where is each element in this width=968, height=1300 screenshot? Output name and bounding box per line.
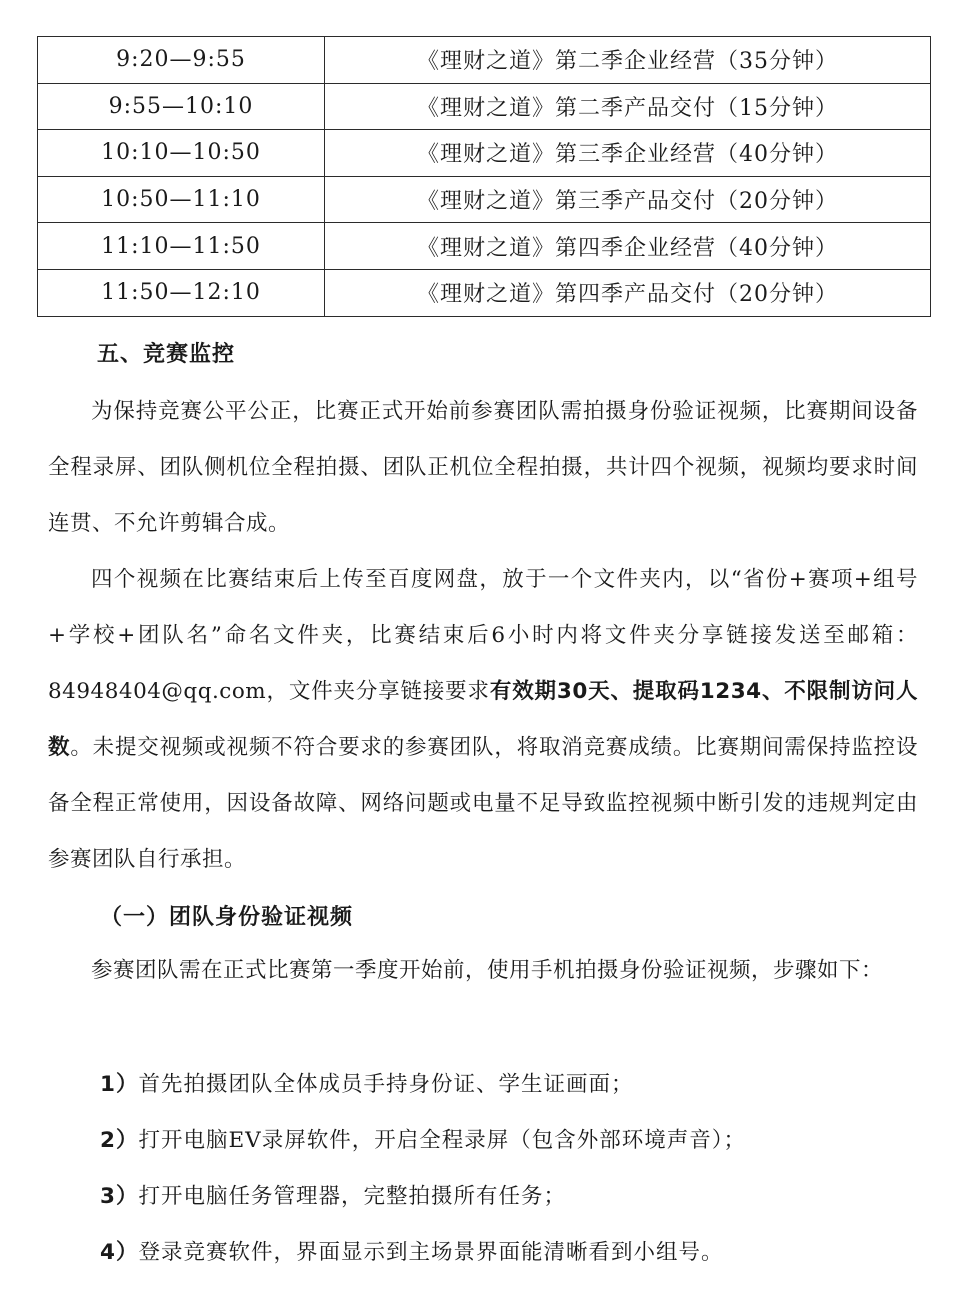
link-requirements: 有效期30天、提取码1234、不限制访问人数 bbox=[48, 679, 918, 760]
step-text: 首先拍摄团队全体成员手持身份证、学生证画面； bbox=[138, 1072, 634, 1097]
time-cell: 11:50—12:10 bbox=[38, 269, 325, 316]
activity-cell: 《理财之道》第四季企业经营（40分钟） bbox=[325, 223, 931, 270]
list-item bbox=[100, 1235, 723, 1266]
table-row bbox=[38, 176, 931, 223]
step-number: 2） bbox=[100, 1128, 139, 1153]
list-item bbox=[100, 1179, 566, 1210]
step-text: 登录竞赛软件，界面显示到主场景界面能清晰看到小组号。 bbox=[138, 1240, 724, 1265]
intro-paragraph: 参赛团队需在正式比赛第一季度开始前，使用手机拍摄身份验证视频，步骤如下： bbox=[91, 958, 884, 983]
table-row bbox=[38, 37, 931, 84]
table-row bbox=[38, 269, 931, 316]
step-number: 1） bbox=[100, 1072, 139, 1097]
activity-cell: 《理财之道》第三季产品交付（20分钟） bbox=[325, 176, 931, 223]
activity-cell: 《理财之道》第四季产品交付（20分钟） bbox=[325, 269, 931, 316]
section-heading: 五、竞赛监控 bbox=[97, 342, 236, 367]
time-cell: 10:10—10:50 bbox=[38, 130, 325, 177]
schedule-table bbox=[37, 36, 931, 317]
activity-cell: 《理财之道》第三季企业经营（40分钟） bbox=[325, 130, 931, 177]
paragraph-text: 为保持竞赛公平公正，比赛正式开始前参赛团队需拍摄身份验证视频，比赛期间设备全程录屏、团队侧机位全程拍摄、团队正机位全程拍摄，共计四个视频，视频均要求时间连贯、不允许剪辑合成。 bbox=[48, 399, 918, 536]
time-cell: 9:20—9:55 bbox=[38, 37, 325, 84]
table-row bbox=[38, 83, 931, 130]
list-item bbox=[100, 1123, 746, 1154]
time-cell: 10:50—11:10 bbox=[38, 176, 325, 223]
monitoring-paragraph bbox=[48, 384, 918, 552]
step-number: 3） bbox=[100, 1184, 139, 1209]
step-number: 4） bbox=[100, 1240, 139, 1265]
activity-cell: 《理财之道》第二季产品交付（15分钟） bbox=[325, 83, 931, 130]
paragraph-text: 四个视频在比赛结束后上传至百度网盘，放于一个文件夹内，以“省份+赛项+组号+学校+团队名”命名文件夹，比赛结束后6小时内将文件夹分享链接发送至邮箱：84948404@qq.com，文件夹分享链接要求 bbox=[48, 567, 918, 704]
time-cell: 11:10—11:50 bbox=[38, 223, 325, 270]
table-row bbox=[38, 130, 931, 177]
step-text: 打开电脑任务管理器，完整拍摄所有任务； bbox=[138, 1184, 566, 1209]
subsection-heading: （一）团队身份验证视频 bbox=[100, 905, 354, 930]
step-text: 打开电脑EV录屏软件，开启全程录屏（包含外部环境声音）； bbox=[138, 1128, 746, 1153]
list-item bbox=[100, 1067, 633, 1098]
time-cell: 9:55—10:10 bbox=[38, 83, 325, 130]
table-row bbox=[38, 223, 931, 270]
upload-paragraph bbox=[48, 552, 918, 888]
activity-cell: 《理财之道》第二季企业经营（35分钟） bbox=[325, 37, 931, 84]
paragraph-text: 。未提交视频或视频不符合要求的参赛团队，将取消竞赛成绩。比赛期间需保持监控设备全程正常使用，因设备故障、网络问题或电量不足导致监控视频中断引发的违规判定由参赛团队自行承担。 bbox=[48, 735, 918, 872]
